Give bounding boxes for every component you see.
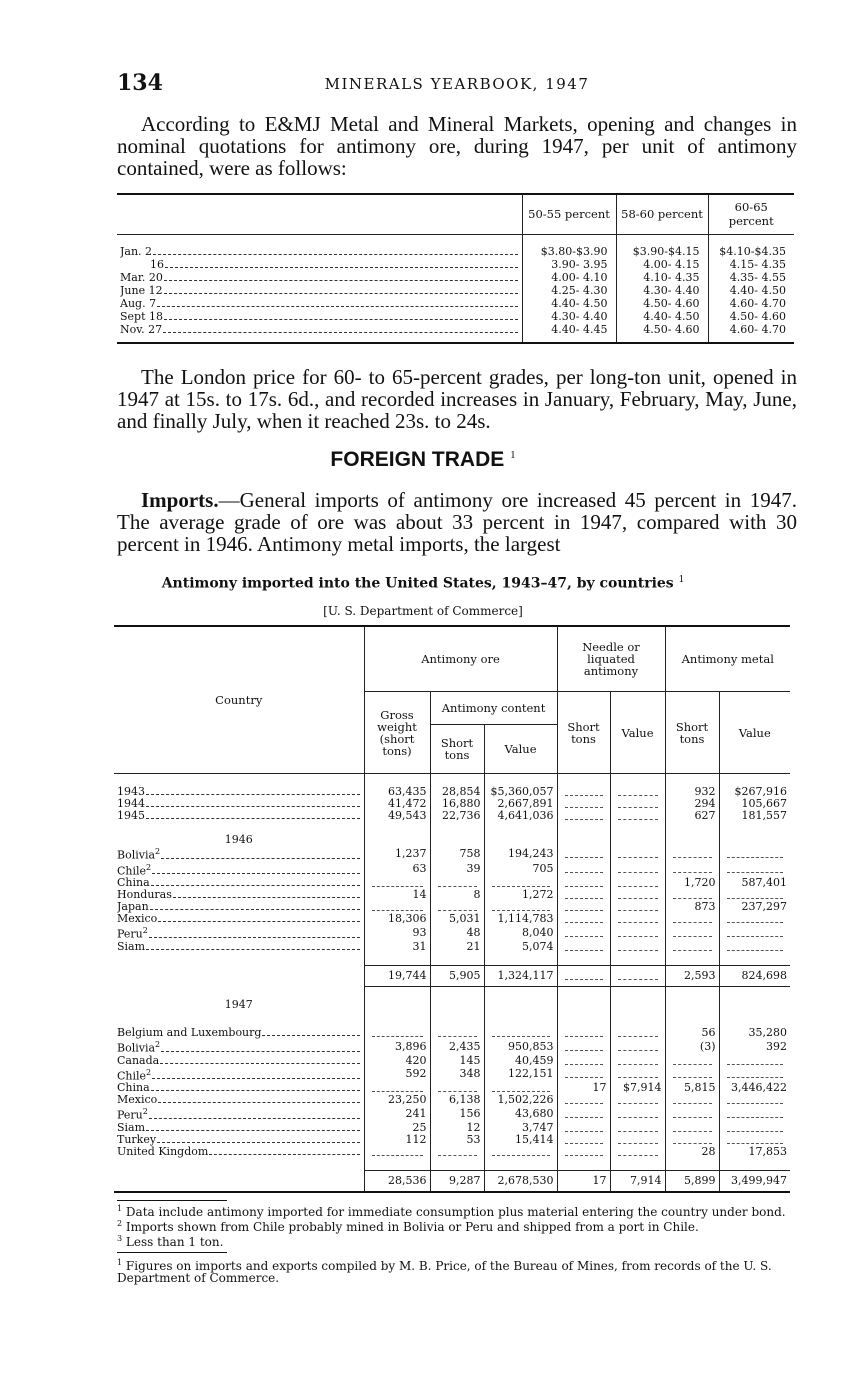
table-row	[114, 1067, 790, 1083]
footnote-1: $^1$ Data include antimony imported for immediate consumption plus material entering the country under bond.	[117, 1204, 786, 1219]
summary-row	[114, 810, 790, 822]
cell-short	[430, 1146, 484, 1158]
cell-m-value	[719, 925, 790, 941]
cell-value: 40,459	[484, 1055, 557, 1067]
cell-m-short	[665, 1122, 719, 1134]
country-name: Honduras	[117, 889, 172, 902]
cell-m-short: 873	[665, 901, 719, 913]
cell-n-short	[557, 846, 610, 862]
cell-gross: 49,543	[364, 810, 430, 822]
country-name: Japan	[117, 901, 149, 914]
page-header	[117, 70, 797, 100]
country-name: Chile$^2$	[117, 1067, 152, 1083]
cell-n-short	[557, 1067, 610, 1083]
table-row	[114, 1039, 790, 1055]
price-cell: 4.40- 4.45	[522, 323, 616, 336]
price-date: Sept 18	[120, 309, 164, 323]
price-cell: 4.30- 4.40	[522, 310, 616, 323]
cell-n-value	[610, 1146, 665, 1158]
total-row-1947	[114, 1170, 790, 1192]
price-row	[117, 234, 794, 258]
price-row	[117, 271, 794, 284]
cell-short: 5,905	[430, 965, 484, 986]
cell-n-short	[557, 1134, 610, 1146]
cell-value: 43,680	[484, 1106, 557, 1122]
cell-short: 39	[430, 862, 484, 878]
price-cell: $3.90-$4.15	[616, 234, 708, 258]
cell-m-short	[665, 846, 719, 862]
cell-gross: 420	[364, 1055, 430, 1067]
price-row	[117, 284, 794, 297]
cell-n-value: $7,914	[610, 1082, 665, 1094]
price-row	[117, 258, 794, 271]
col-antimony-content: Antimony content	[430, 692, 557, 725]
col-country: Country	[114, 626, 364, 774]
cell-gross: 1,237	[364, 846, 430, 862]
col-antimony-ore: Antimony ore	[364, 626, 557, 692]
price-date: 16	[150, 257, 164, 271]
cell-m-short: 1,720	[665, 877, 719, 889]
cell-m-short: 294	[665, 798, 719, 810]
country-name: Bolivia$^2$	[117, 847, 161, 862]
col-gross-weight: Gross weight (short tons)	[364, 692, 430, 774]
cell-m-short: 932	[665, 786, 719, 798]
cell-short: 145	[430, 1055, 484, 1067]
cell-value: 705	[484, 862, 557, 878]
cell-n-short	[557, 786, 610, 798]
cell-short: 758	[430, 846, 484, 862]
cell-gross: 592	[364, 1067, 430, 1083]
cell-short: 156	[430, 1106, 484, 1122]
price-cell: 4.00- 4.15	[616, 258, 708, 271]
cell-n-value	[610, 1106, 665, 1122]
price-cell: 4.40- 4.50	[616, 310, 708, 323]
cell-short: 8	[430, 889, 484, 901]
cell-value	[484, 1027, 557, 1039]
table-row	[114, 1055, 790, 1067]
cell-short: 16,880	[430, 798, 484, 810]
table-row	[114, 1134, 790, 1146]
cell-short	[430, 1027, 484, 1039]
cell-m-short	[665, 913, 719, 925]
imports-table-subtitle: [U. S. Department of Commerce]	[323, 604, 523, 618]
cell-n-short	[557, 1122, 610, 1134]
price-cell: 4.40- 4.50	[708, 284, 794, 297]
cell-m-value	[719, 1094, 790, 1106]
price-date: Aug. 7	[120, 296, 157, 310]
col-needle: Needle or liquated antimony	[557, 626, 665, 692]
country-name: 1945	[117, 810, 145, 822]
country-footnote-mark: 2	[142, 926, 148, 936]
cell-m-short	[665, 1055, 719, 1067]
cell-n-short	[557, 1027, 610, 1039]
cell-m-short: 5,815	[665, 1082, 719, 1094]
country-name: China	[117, 877, 150, 890]
cell-n-short	[557, 877, 610, 889]
price-row	[117, 310, 794, 323]
col-metal-short-tons: Short tons	[665, 692, 719, 774]
country-footnote-mark: 2	[146, 862, 152, 872]
cell-gross: 63,435	[364, 786, 430, 798]
section-heading: FOREIGN TRADE $^1$	[330, 448, 516, 471]
country-name: Bolivia$^2$	[117, 1039, 161, 1055]
cell-m-value: 392	[719, 1039, 790, 1055]
cell-value: 5,074	[484, 941, 557, 953]
table-row	[114, 1122, 790, 1134]
table-row	[114, 877, 790, 889]
cell-m-short	[665, 1094, 719, 1106]
country-name: Turkey	[117, 1133, 157, 1146]
price-cell: 4.00- 4.10	[522, 271, 616, 284]
cell-n-short	[557, 913, 610, 925]
country-footnote-mark: 2	[146, 1067, 152, 1077]
cell-m-value: 17,853	[719, 1146, 790, 1158]
country-footnote-mark: 2	[142, 1107, 148, 1117]
col-metal-value: Value	[719, 692, 790, 774]
section-heading-footnote-mark: 1	[510, 449, 516, 461]
country-name: Mexico	[117, 1094, 158, 1107]
col-content-value: Value	[484, 725, 557, 774]
price-cell: 3.90- 3.95	[522, 258, 616, 271]
table-row	[114, 1027, 790, 1039]
price-cell: 4.25- 4.30	[522, 284, 616, 297]
cell-m-value: 3,446,422	[719, 1082, 790, 1094]
cell-value: 15,414	[484, 1134, 557, 1146]
cell-value: 2,667,891	[484, 798, 557, 810]
price-table-header-row	[117, 194, 794, 234]
country-name: Siam	[117, 940, 146, 953]
country-name: China	[117, 1082, 150, 1095]
cell-m-value	[719, 1055, 790, 1067]
cell-n-value	[610, 1039, 665, 1055]
price-table	[117, 193, 794, 344]
running-title: MINERALS YEARBOOK, 1947	[324, 75, 590, 93]
cell-n-value	[610, 913, 665, 925]
table-row	[114, 846, 790, 862]
country-name: Chile$^2$	[117, 862, 152, 878]
cell-m-short	[665, 862, 719, 878]
cell-n-value	[610, 941, 665, 953]
price-cell: 4.40- 4.50	[522, 297, 616, 310]
cell-m-value: 587,401	[719, 877, 790, 889]
year-heading: 1946	[224, 833, 253, 846]
price-cell: $3.80-$3.90	[522, 234, 616, 258]
year-heading: 1947	[224, 997, 253, 1011]
cell-n-value	[610, 1055, 665, 1067]
cell-n-value	[610, 1094, 665, 1106]
cell-n-short	[557, 798, 610, 810]
cell-m-short: 627	[665, 810, 719, 822]
cell-gross: 19,744	[364, 965, 430, 986]
cell-n-short	[557, 862, 610, 878]
price-cell: $4.10-$4.35	[708, 234, 794, 258]
country-name: Mexico	[117, 913, 158, 926]
price-cell: 4.15- 4.35	[708, 258, 794, 271]
table-row	[114, 862, 790, 878]
cell-gross: 112	[364, 1134, 430, 1146]
cell-n-value	[610, 1122, 665, 1134]
cell-m-value: 105,667	[719, 798, 790, 810]
price-cell: 4.35- 4.55	[708, 271, 794, 284]
price-date: Mar. 20	[120, 270, 163, 284]
table-row	[114, 941, 790, 953]
cell-n-short	[557, 941, 610, 953]
price-cell: 4.60- 4.70	[708, 297, 794, 310]
cell-gross: 241	[364, 1106, 430, 1122]
footnote-2: $^2$ Imports shown from Chile probably mined in Bolivia or Peru and shipped from a port in Chile.	[117, 1219, 699, 1234]
cell-n-short	[557, 889, 610, 901]
price-cell: 4.60- 4.70	[708, 323, 794, 336]
country-name: 1943	[117, 786, 145, 798]
page-number: 134	[117, 70, 163, 96]
cell-m-value	[719, 862, 790, 878]
cell-short: 348	[430, 1067, 484, 1083]
cell-n-value	[610, 1134, 665, 1146]
price-date: Jan. 2	[120, 244, 153, 258]
country-name: United Kingdom	[117, 1145, 209, 1158]
cell-gross: 23,250	[364, 1094, 430, 1106]
cell-m-short: 2,593	[665, 965, 719, 986]
cell-n-value	[610, 1027, 665, 1039]
price-col-3: 60-65 percent	[708, 194, 794, 234]
cell-n-value	[610, 810, 665, 822]
total-row-1946	[114, 965, 790, 986]
cell-m-short	[665, 941, 719, 953]
cell-m-value	[719, 1067, 790, 1083]
cell-value: 3,747	[484, 1122, 557, 1134]
cell-m-value	[719, 1106, 790, 1122]
price-row	[117, 323, 794, 336]
cell-value: 1,272	[484, 889, 557, 901]
country-name: 1944	[117, 798, 145, 810]
cell-m-short	[665, 925, 719, 941]
cell-n-short	[557, 1146, 610, 1158]
cell-value: 194,243	[484, 846, 557, 862]
cell-m-value: $267,916	[719, 786, 790, 798]
cell-n-value	[610, 889, 665, 901]
price-date: June 12	[120, 283, 163, 297]
cell-n-short	[557, 965, 610, 986]
cell-m-value: 237,297	[719, 901, 790, 913]
cell-n-value	[610, 786, 665, 798]
price-cell: 4.30- 4.40	[616, 284, 708, 297]
cell-value: 4,641,036	[484, 810, 557, 822]
cell-gross: 41,472	[364, 798, 430, 810]
cell-n-short	[557, 1106, 610, 1122]
cell-short: 21	[430, 941, 484, 953]
cell-value: 1,114,783	[484, 913, 557, 925]
cell-n-value	[610, 965, 665, 986]
price-col-1: 50-55 percent	[522, 194, 616, 234]
cell-value: 950,853	[484, 1039, 557, 1055]
imports-table	[114, 625, 790, 1193]
col-needle-short-tons: Short tons	[557, 692, 610, 774]
cell-gross: 3,896	[364, 1039, 430, 1055]
country-name: Peru$^2$	[117, 1107, 148, 1122]
cell-short: 12	[430, 1122, 484, 1134]
cell-m-value: 181,557	[719, 810, 790, 822]
cell-value: 122,151	[484, 1067, 557, 1083]
footnotes	[117, 1200, 790, 1284]
cell-m-value	[719, 1122, 790, 1134]
cell-m-value: 35,280	[719, 1027, 790, 1039]
cell-value: 1,502,226	[484, 1094, 557, 1106]
imports-paragraph: Imports.—General imports of antimony ore increased 45 percent in 1947. The average grade of ore was about 33 percent in 1947, compared with 30 percent in 1946. Antimony metal imports, the largest	[117, 488, 797, 556]
col-antimony-metal: Antimony metal	[665, 626, 790, 692]
intro-paragraph: According to E&MJ Metal and Mineral Markets, opening and changes in nominal quotations for antimony ore, during 1947, per unit of antimony contained, were as follows:	[117, 112, 797, 180]
table-row	[114, 925, 790, 941]
cell-value	[484, 1146, 557, 1158]
cell-n-value	[610, 846, 665, 862]
table-row	[114, 913, 790, 925]
cell-m-value	[719, 913, 790, 925]
cell-n-value	[610, 901, 665, 913]
country-footnote-mark: 2	[155, 847, 161, 856]
cell-value: 8,040	[484, 925, 557, 941]
cell-n-short	[557, 810, 610, 822]
cell-gross: 14	[364, 889, 430, 901]
price-cell: 4.10- 4.35	[616, 271, 708, 284]
london-paragraph: The London price for 60- to 65-percent grades, per long-ton unit, opened in 1947 at 15s. to 17s. 6d., and recorded increases in January, February, May, June, and finally July, when it reached 23s. to 24s.	[117, 365, 797, 433]
cell-m-value: 824,698	[719, 965, 790, 986]
country-name: Peru$^2$	[117, 926, 148, 941]
cell-gross	[364, 1146, 430, 1158]
cell-n-short	[557, 901, 610, 913]
cell-m-short	[665, 1106, 719, 1122]
cell-n-short: 17	[557, 1082, 610, 1094]
country-name: Canada	[117, 1054, 160, 1067]
col-needle-value: Value	[610, 692, 665, 774]
cell-gross: 25	[364, 1122, 430, 1134]
cell-n-short	[557, 925, 610, 941]
cell-gross: 93	[364, 925, 430, 941]
cell-m-short: 56	[665, 1027, 719, 1039]
cell-value: 1,324,117	[484, 965, 557, 986]
cell-n-value: 7,914	[610, 1170, 665, 1192]
cell-n-value	[610, 877, 665, 889]
cell-short: 6,138	[430, 1094, 484, 1106]
col-content-short-tons: Short tons	[430, 725, 484, 774]
cell-n-value	[610, 925, 665, 941]
cell-gross: 18,306	[364, 913, 430, 925]
imports-run-in: Imports.	[141, 488, 219, 512]
country-name: Siam	[117, 1121, 146, 1134]
cell-gross: 28,536	[364, 1170, 430, 1192]
cell-m-value	[719, 846, 790, 862]
cell-n-short	[557, 1094, 610, 1106]
imports-table-title: Antimony imported into the United States, 1943–47, by countries $^1$	[161, 575, 685, 592]
cell-n-value	[610, 1067, 665, 1083]
table-row	[114, 1146, 790, 1158]
cell-value: $5,360,057	[484, 786, 557, 798]
cell-gross	[364, 1027, 430, 1039]
cell-m-short: (3)	[665, 1039, 719, 1055]
cell-m-short: 28	[665, 1146, 719, 1158]
cell-n-short	[557, 1039, 610, 1055]
cell-gross: 63	[364, 862, 430, 878]
price-cell: 4.50- 4.60	[616, 297, 708, 310]
page-footnote: $^1$ Figures on imports and exports compiled by M. B. Price, of the Bureau of Mines, from records of the U. S. Department of Commerce.	[117, 1258, 772, 1285]
cell-value: 2,678,530	[484, 1170, 557, 1192]
table-row	[114, 1106, 790, 1122]
country-footnote-mark: 2	[155, 1039, 161, 1049]
cell-short: 22,736	[430, 810, 484, 822]
table-row	[114, 1094, 790, 1106]
footnote-3: $^3$ Less than 1 ton.	[117, 1234, 224, 1249]
price-date: Nov. 27	[120, 322, 163, 336]
cell-short: 9,287	[430, 1170, 484, 1192]
cell-n-value	[610, 862, 665, 878]
price-cell: 4.50- 4.60	[616, 323, 708, 336]
cell-gross: 31	[364, 941, 430, 953]
cell-short: 28,854	[430, 786, 484, 798]
price-col-2: 58-60 percent	[616, 194, 708, 234]
cell-n-short: 17	[557, 1170, 610, 1192]
cell-short: 2,435	[430, 1039, 484, 1055]
table-row	[114, 889, 790, 901]
cell-m-short: 5,899	[665, 1170, 719, 1192]
cell-short: 48	[430, 925, 484, 941]
cell-short: 5,031	[430, 913, 484, 925]
cell-m-short	[665, 1067, 719, 1083]
cell-n-short	[557, 1055, 610, 1067]
cell-m-value	[719, 941, 790, 953]
price-cell: 4.50- 4.60	[708, 310, 794, 323]
cell-n-value	[610, 798, 665, 810]
price-row	[117, 297, 794, 310]
country-name: Belgium and Luxembourg	[117, 1026, 262, 1039]
cell-m-value: 3,499,947	[719, 1170, 790, 1192]
cell-short: 53	[430, 1134, 484, 1146]
